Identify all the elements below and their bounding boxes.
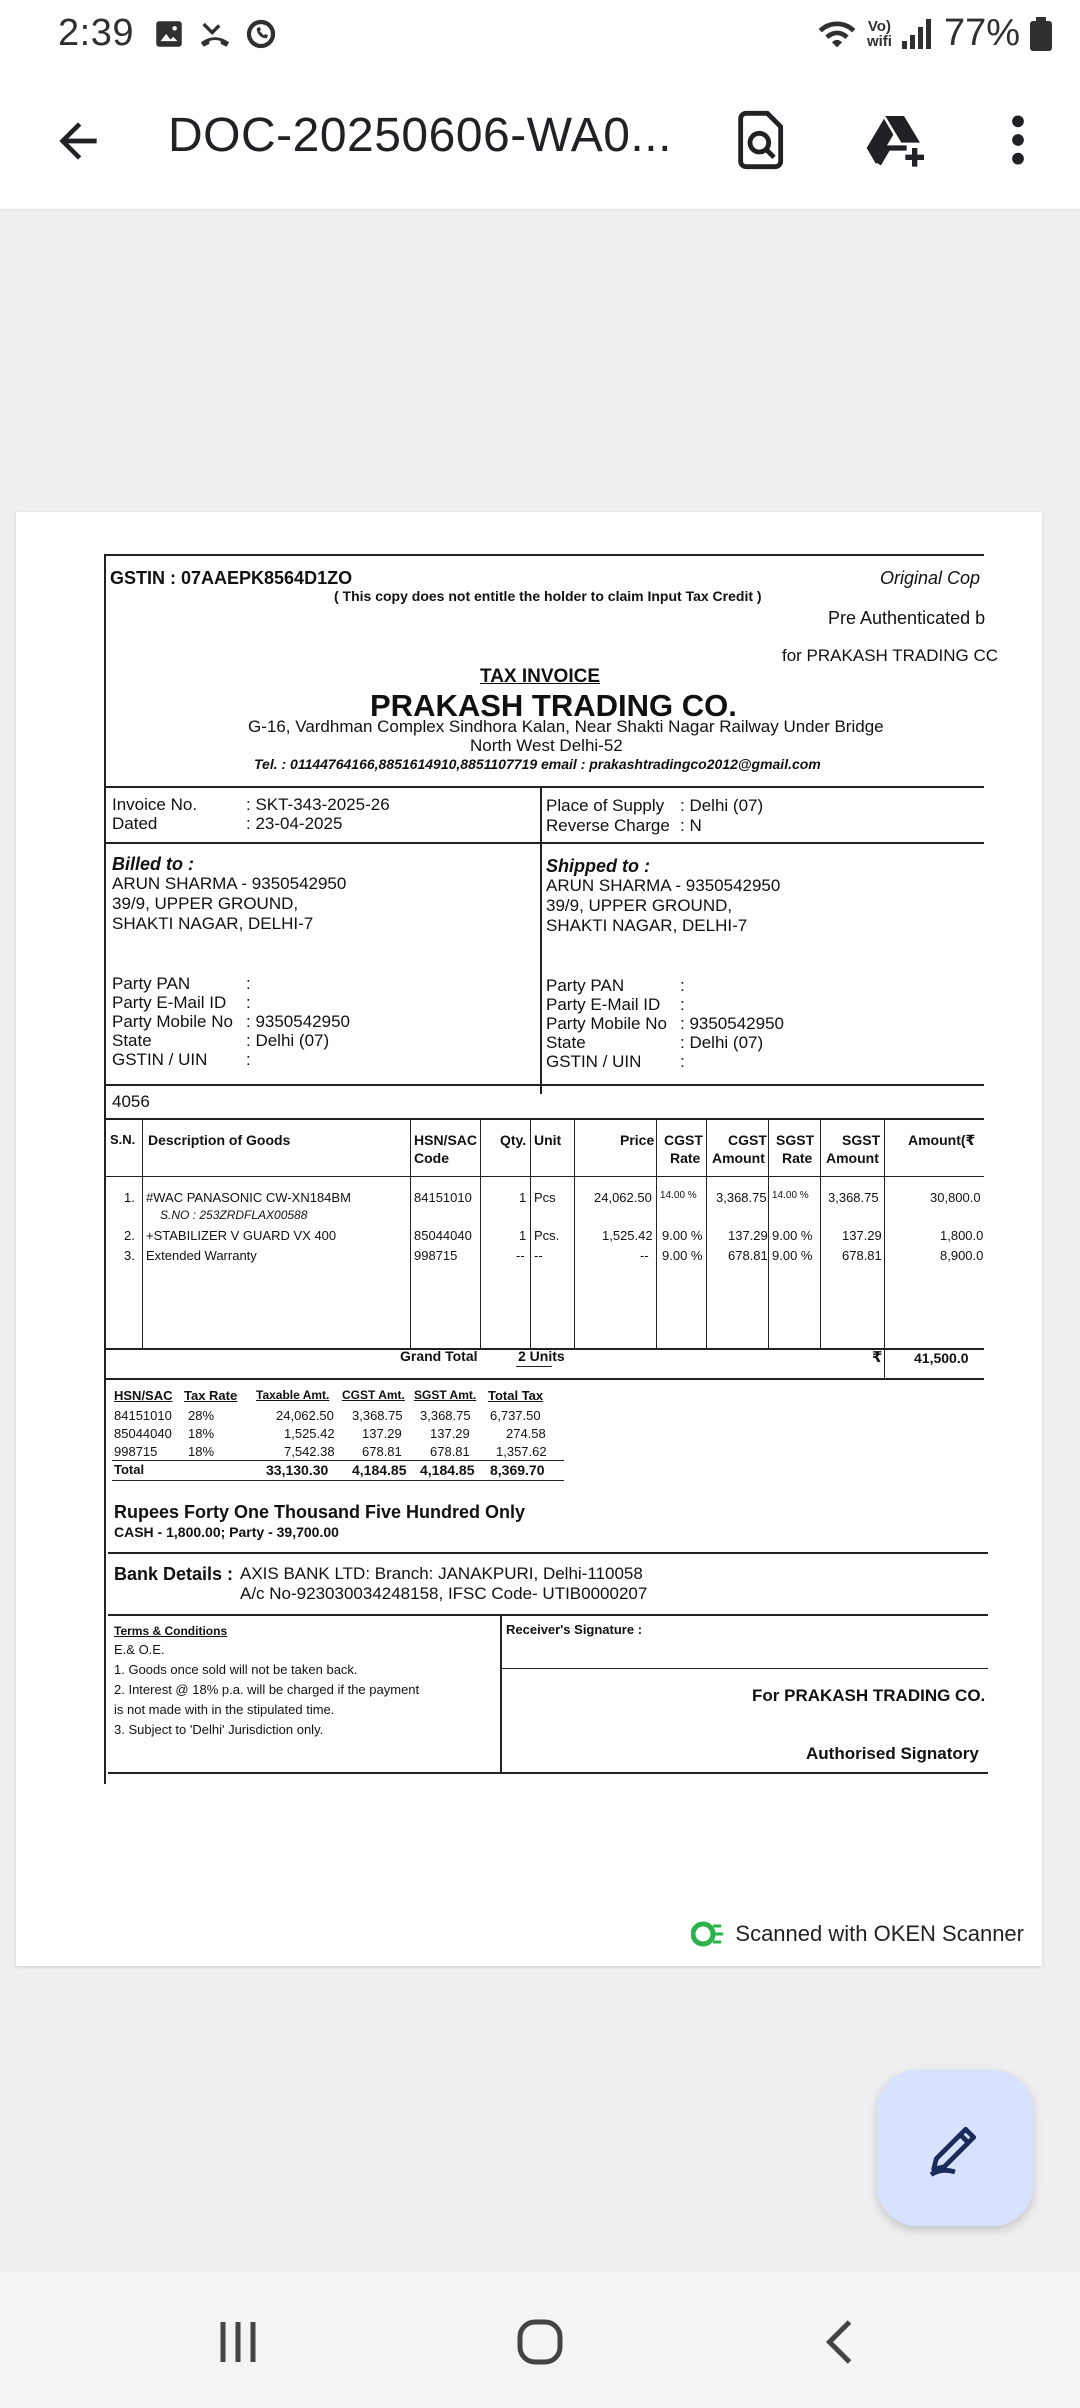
item-sn: 3.	[124, 1248, 135, 1263]
tax-row-cgst: 3,368.75	[352, 1408, 403, 1423]
item-sn: 1.	[124, 1190, 135, 1205]
item-sgst-amt: 137.29	[842, 1228, 882, 1243]
tax-row-hsn: 998715	[114, 1444, 158, 1459]
col-hsn: HSN/SAC	[414, 1132, 478, 1148]
item-hsn: 85044040	[414, 1228, 472, 1243]
edit-pen-icon	[923, 2116, 987, 2180]
item-amount: 8,900.0	[940, 1248, 984, 1263]
tax-col-sgst: SGST Amt.	[414, 1388, 477, 1402]
edit-button[interactable]	[877, 2070, 1033, 2226]
tax-row-total: 6,737.50	[490, 1408, 541, 1423]
bank-details-label: Bank Details :	[114, 1564, 234, 1584]
dated-value: : 23-04-2025	[246, 814, 343, 833]
shipped-pan-label: Party PAN	[546, 976, 625, 995]
status-bar	[0, 0, 1080, 70]
item-hsn: 998715	[414, 1248, 458, 1263]
reverse-charge-label: Reverse Charge	[546, 816, 670, 835]
tax-col-rate: Tax Rate	[184, 1388, 238, 1403]
tax-row-total: 274.58	[506, 1426, 546, 1441]
item-unit: Pcs.	[534, 1228, 560, 1243]
shipped-to-label: Shipped to :	[546, 856, 650, 876]
col-sn: S.N.	[110, 1132, 136, 1147]
billed-mobile-label: Party Mobile No	[112, 1012, 233, 1031]
company-name: PRAKASH TRADING CO.	[370, 688, 737, 723]
place-of-supply: : Delhi (07)	[680, 796, 764, 815]
billed-pan: :	[246, 974, 251, 993]
document-page	[16, 512, 1042, 1966]
billed-name: ARUN SHARMA - 9350542950	[112, 874, 347, 893]
billed-address-1: 39/9, UPPER GROUND,	[112, 894, 299, 913]
app-bar	[0, 70, 1080, 210]
authorised-signatory: Authorised Signatory	[806, 1744, 979, 1763]
col-unit: Unit	[534, 1132, 562, 1148]
copy-label: Original Cop	[880, 568, 981, 588]
terms-line: 3. Subject to 'Delhi' Jurisdiction only.	[114, 1722, 324, 1737]
billed-email-label: Party E-Mail ID	[112, 993, 227, 1012]
add-to-drive-icon[interactable]	[864, 108, 928, 172]
document-title: DOC-20250606-WA0...	[168, 109, 672, 162]
item-cgst-rate: 9.00 %	[662, 1228, 703, 1243]
grand-total-units: 2 Units	[518, 1348, 565, 1364]
terms-title: Terms & Conditions	[114, 1624, 228, 1638]
col-qty: Qty.	[500, 1132, 527, 1148]
tax-total-total: 8,369.70	[490, 1462, 545, 1478]
tax-col-taxable: Taxable Amt.	[256, 1388, 330, 1402]
col-cgst-rate: CGST	[664, 1132, 703, 1148]
payment-breakdown: CASH - 1,800.00; Party - 39,700.00	[114, 1524, 339, 1540]
shipped-mobile-label: Party Mobile No	[546, 1014, 667, 1033]
tax-row-hsn: 85044040	[114, 1426, 172, 1441]
dated-label: Dated	[112, 814, 158, 833]
item-cgst-rate: 14.00 %	[660, 1190, 697, 1201]
col-sgst-rate: SGST	[776, 1132, 815, 1148]
terms-line: 1. Goods once sold will not be taken back.	[114, 1662, 358, 1677]
col-hsn-code: Code	[414, 1150, 449, 1166]
scanner-watermark	[691, 1920, 1024, 1948]
item-hsn: 84151010	[414, 1190, 472, 1205]
receiver-signature: Receiver's Signature :	[506, 1622, 643, 1637]
shipped-gstin-label: GSTIN / UIN	[546, 1052, 642, 1071]
recents-icon[interactable]	[208, 2312, 268, 2372]
tax-row-cgst: 137.29	[362, 1426, 402, 1441]
item-price: --	[640, 1248, 649, 1263]
tax-total-label: Total	[114, 1462, 145, 1477]
shipped-address-2: SHAKTI NAGAR, DELHI-7	[546, 916, 748, 935]
tax-row-taxable: 24,062.50	[276, 1408, 334, 1423]
company-address: G-16, Vardhman Complex Sindhora Kalan, Near Shakti Nagar Railway Under Bridge	[248, 717, 884, 736]
item-description: +STABILIZER V GUARD VX 400	[146, 1228, 337, 1243]
signal-icon	[902, 19, 934, 49]
terms-line: 2. Interest @ 18% p.a. will be charged if the payment	[114, 1682, 420, 1697]
billed-gstin: :	[246, 1050, 251, 1069]
company-address-2: North West Delhi-52	[470, 736, 623, 755]
status-right	[817, 12, 1052, 55]
wifi-call-text: wifi	[866, 32, 892, 50]
tax-row-rate: 18%	[188, 1444, 215, 1459]
item-sgst-rate: 14.00 %	[772, 1190, 809, 1201]
shipped-state-label: State	[546, 1033, 586, 1052]
tax-row-cgst: 678.81	[362, 1444, 402, 1459]
billed-to-label: Billed to :	[112, 854, 194, 874]
col-amount: Amount(₹	[908, 1132, 976, 1148]
shipped-address-1: 39/9, UPPER GROUND,	[546, 896, 733, 915]
missed-call-icon	[198, 17, 232, 51]
col-price: Price	[620, 1132, 655, 1148]
item-serial: S.NO : 253ZRDFLAX00588	[160, 1208, 308, 1222]
tax-row-sgst: 137.29	[430, 1426, 470, 1441]
billed-state: : Delhi (07)	[246, 1031, 330, 1050]
home-icon[interactable]	[510, 2312, 570, 2372]
shipped-pan: :	[680, 976, 685, 995]
grand-total-label: Grand Total	[400, 1348, 478, 1364]
tax-total-taxable: 33,130.30	[266, 1462, 329, 1478]
tax-col-cgst: CGST Amt.	[342, 1388, 405, 1402]
col-sgst-amt: SGST	[842, 1132, 881, 1148]
tax-total-sgst: 4,184.85	[420, 1462, 475, 1478]
wifi-icon	[817, 17, 857, 51]
volte-wifi-indicator	[867, 19, 892, 49]
terms-line: E.& O.E.	[114, 1642, 165, 1657]
tax-row-sgst: 678.81	[430, 1444, 470, 1459]
item-sn: 2.	[124, 1228, 135, 1243]
item-unit: --	[534, 1248, 543, 1263]
pre-authenticated: Pre Authenticated b	[828, 608, 986, 628]
invoice-no: : SKT-343-2025-26	[246, 795, 390, 814]
amount-in-words: Rupees Forty One Thousand Five Hundred Only	[114, 1502, 526, 1522]
gallery-notification-icon	[152, 17, 186, 51]
volte-text: Vo)	[867, 17, 891, 35]
col-description: Description of Goods	[148, 1132, 291, 1148]
battery-percent: 77%	[943, 12, 1020, 54]
grand-total-amount: 41,500.0	[914, 1350, 969, 1366]
billed-gstin-label: GSTIN / UIN	[112, 1050, 208, 1069]
oken-scanner-logo-icon	[691, 1920, 725, 1948]
bank-line-1: AXIS BANK LTD: Branch: JANAKPURI, Delhi-110058	[240, 1564, 643, 1583]
billed-mobile: : 9350542950	[246, 1012, 350, 1031]
invoice-no-label: Invoice No.	[112, 795, 198, 814]
tax-row-total: 1,357.62	[496, 1444, 547, 1459]
for-company-top: for PRAKASH TRADING CC	[782, 646, 999, 665]
more-vert-icon[interactable]	[986, 108, 1050, 172]
terms-line: is not made with in the stipulated time.	[114, 1702, 335, 1717]
tax-row-taxable: 7,542.38	[284, 1444, 335, 1459]
col-cgst-rate-2: Rate	[670, 1150, 701, 1166]
col-cgst-amt: CGST	[728, 1132, 767, 1148]
status-time: 2:39	[58, 12, 134, 54]
shipped-email-label: Party E-Mail ID	[546, 995, 661, 1014]
tax-row-hsn: 84151010	[114, 1408, 172, 1423]
item-cgst-amt: 3,368.75	[716, 1190, 767, 1205]
gstin-line: GSTIN : 07AAEPK8564D1ZO	[110, 568, 353, 588]
battery-icon	[1030, 17, 1052, 51]
item-qty: --	[516, 1248, 525, 1263]
whatsapp-icon	[244, 17, 278, 51]
tax-col-hsn: HSN/SAC	[114, 1388, 173, 1403]
item-qty: 1	[519, 1228, 527, 1243]
tax-invoice-heading: TAX INVOICE	[480, 666, 600, 687]
tax-row-sgst: 3,368.75	[420, 1408, 471, 1423]
item-cgst-amt: 137.29	[728, 1228, 768, 1243]
item-sgst-amt: 678.81	[842, 1248, 882, 1263]
item-description: Extended Warranty	[146, 1248, 257, 1263]
reference-number: 4056	[112, 1092, 150, 1111]
shipped-email: :	[680, 995, 685, 1014]
shipped-gstin: :	[680, 1052, 685, 1071]
company-contact: Tel. : 01144764166,8851614910,8851107719 email : prakashtradingco2012@gmail.com	[254, 756, 821, 772]
arrow-back-icon[interactable]	[50, 113, 106, 169]
back-icon[interactable]	[812, 2312, 872, 2372]
col-sgst-amt-2: Amount	[826, 1150, 879, 1166]
copy-note: ( This copy does not entitle the holder to claim Input Tax Credit )	[334, 588, 762, 604]
document-search-icon[interactable]	[730, 108, 794, 172]
tax-row-rate: 28%	[188, 1408, 215, 1423]
item-price: 1,525.42	[602, 1228, 653, 1243]
item-cgst-amt: 678.81	[728, 1248, 768, 1263]
shipped-mobile: : 9350542950	[680, 1014, 784, 1033]
item-amount: 30,800.0	[930, 1190, 981, 1205]
shipped-name: ARUN SHARMA - 9350542950	[546, 876, 781, 895]
system-nav-bar	[0, 2272, 1080, 2408]
tax-total-cgst: 4,184.85	[352, 1462, 407, 1478]
tax-row-rate: 18%	[188, 1426, 215, 1441]
billed-pan-label: Party PAN	[112, 974, 191, 993]
tax-col-total: Total Tax	[488, 1388, 544, 1403]
shipped-state: : Delhi (07)	[680, 1033, 764, 1052]
col-cgst-amt-2: Amount	[712, 1150, 765, 1166]
billed-email: :	[246, 993, 251, 1012]
col-sgst-rate-2: Rate	[782, 1150, 813, 1166]
notification-icons	[152, 17, 278, 51]
item-amount: 1,800.0	[940, 1228, 984, 1243]
reverse-charge: : N	[680, 816, 702, 835]
place-of-supply-label: Place of Supply	[546, 796, 665, 815]
item-price: 24,062.50	[594, 1190, 652, 1205]
item-cgst-rate: 9.00 %	[662, 1248, 703, 1263]
item-unit: Pcs	[534, 1190, 556, 1205]
item-description: #WAC PANASONIC CW-XN184BM	[146, 1190, 351, 1205]
rupee-symbol: ₹	[872, 1349, 883, 1366]
billed-address-2: SHAKTI NAGAR, DELHI-7	[112, 914, 314, 933]
item-sgst-rate: 9.00 %	[772, 1248, 813, 1263]
for-company-signature: For PRAKASH TRADING CO.	[752, 1686, 986, 1705]
item-qty: 1	[519, 1190, 527, 1205]
scanner-label: Scanned with OKEN Scanner	[735, 1921, 1024, 1946]
bank-line-2: A/c No-923030034248158, IFSC Code- UTIB0000207	[240, 1584, 648, 1603]
item-sgst-rate: 9.00 %	[772, 1228, 813, 1243]
tax-row-taxable: 1,525.42	[284, 1426, 335, 1441]
billed-state-label: State	[112, 1031, 152, 1050]
item-sgst-amt: 3,368.75	[828, 1190, 879, 1205]
